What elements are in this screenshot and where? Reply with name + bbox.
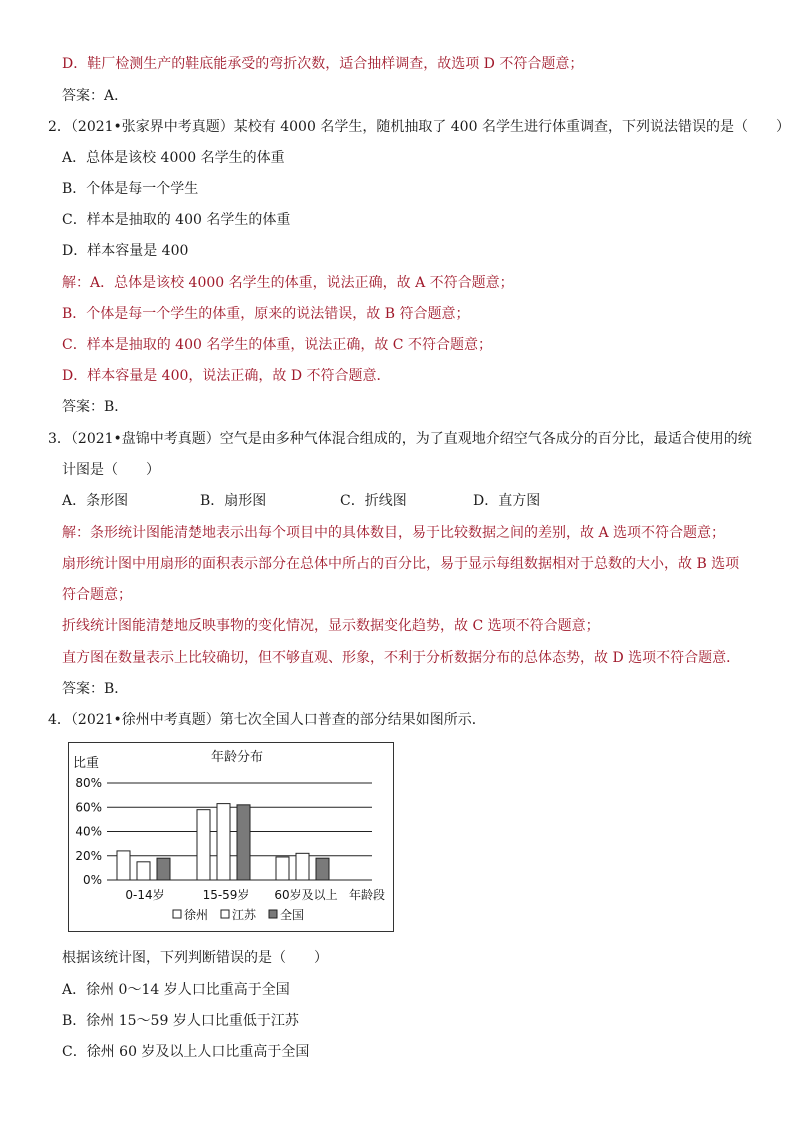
chart-category-label: 60岁及以上 [274, 888, 338, 902]
q3-solution-line1: 解：条形统计图能清楚地表示出每个项目中的具体数目，易于比较数据之间的差别，故 A 选项不符合题意； [62, 525, 726, 541]
chart-svg [69, 743, 395, 933]
q3-solution-line2: 扇形统计图中用扇形的面积表示部分在总体中所占的百分比，易于显示每组数据相对于总数的大小，故 B 选项 [62, 556, 740, 572]
chart-legend-swatch [173, 910, 181, 918]
chart-xlabel: 年龄段 [348, 888, 386, 902]
chart-legend-label: 全国 [280, 908, 305, 922]
age-distribution-chart [68, 742, 394, 932]
q2-solution-c: C．样本是抽取的 400 名学生的体重，说法正确，故 C 不符合题意； [62, 337, 492, 353]
q3-stem-line1: 3．（2021•盘锦中考真题）空气是由多种气体混合组成的，为了直观地介绍空气各成分的百分比，最适合使用的统 [48, 431, 752, 447]
chart-ytick-label: 80% [75, 776, 102, 790]
chart-bar [237, 805, 250, 880]
q2-solution-d: D．样本容量是 400，说法正确，故 D 不符合题意． [62, 368, 391, 384]
q2-option-b: B．个体是每一个学生 [62, 181, 199, 197]
q3-option-a: A．条形图 [62, 493, 129, 509]
q3-solution-line4: 折线统计图能清楚地反映事物的变化情况，显示数据变化趋势，故 C 选项不符合题意； [62, 618, 600, 634]
q3-option-c: C．折线图 [340, 493, 407, 509]
chart-category-label: 15-59岁 [202, 888, 250, 902]
chart-ytick-label: 0% [82, 873, 102, 887]
chart-legend-label: 江苏 [232, 908, 257, 922]
q4-option-a: A．徐州 0～14 岁人口比重高于全国 [62, 982, 290, 998]
chart-title: 年龄分布 [210, 750, 264, 765]
chart-bar [157, 858, 170, 880]
chart-bar [197, 810, 210, 880]
q3-solution-line3: 符合题意； [62, 587, 132, 603]
chart-legend-swatch [269, 910, 277, 918]
chart-ytick-label: 20% [75, 848, 102, 863]
q3-solution-line5: 直方图在数量表示上比较确切，但不够直观、形象，不利于分析数据分布的总体态势，故 D 选项不符合题意． [62, 650, 741, 666]
q3-option-b: B．扇形图 [200, 493, 267, 509]
q2-stem: 2．（2021•张家界中考真题）某校有 4000 名学生，随机抽取了 400 名学生进行体重调查，下列说法错误的是（ ） [48, 119, 790, 135]
q4-option-b: B．徐州 15～59 岁人口比重低于江苏 [62, 1013, 299, 1029]
q2-option-a: A．总体是该校 4000 名学生的体重 [62, 150, 285, 166]
q3-stem-line2: 计图是（ ） [62, 462, 160, 478]
chart-bar [217, 804, 230, 880]
chart-bar [276, 857, 289, 880]
chart-bar [316, 858, 329, 880]
chart-bar [117, 851, 130, 880]
chart-bar [137, 862, 150, 880]
chart-legend-label: 徐州 [184, 908, 209, 922]
q1-answer: 答案：A． [62, 88, 129, 104]
q3-option-d: D．直方图 [473, 493, 541, 509]
chart-ylabel: 比重 [73, 756, 100, 771]
chart-ytick-label: 60% [75, 800, 102, 815]
chart-legend-swatch [221, 910, 229, 918]
q1-option-d-explanation: D．鞋厂检测生产的鞋底能承受的弯折次数，适合抽样调查，故选项 D 不符合题意； [62, 56, 584, 72]
chart-category-label: 0-14岁 [125, 888, 165, 902]
q2-option-d: D．样本容量是 400 [62, 243, 189, 259]
q2-solution-b: B．个体是每一个学生的体重，原来的说法错误，故 B 符合题意； [62, 306, 470, 322]
q4-stem: 4．（2021•徐州中考真题）第七次全国人口普查的部分结果如图所示． [48, 712, 486, 728]
q2-answer: 答案：B． [62, 399, 129, 415]
q3-answer: 答案：B． [62, 681, 129, 697]
q2-solution-a: 解：A．总体是该校 4000 名学生的体重，说法正确，故 A 不符合题意； [62, 275, 514, 291]
chart-bar [296, 853, 309, 880]
chart-ytick-label: 40% [75, 824, 102, 839]
q4-option-c: C．徐州 60 岁及以上人口比重高于全国 [62, 1044, 310, 1060]
q2-option-c: C．样本是抽取的 400 名学生的体重 [62, 212, 291, 228]
q4-question: 根据该统计图，下列判断错误的是（ ） [62, 950, 328, 966]
